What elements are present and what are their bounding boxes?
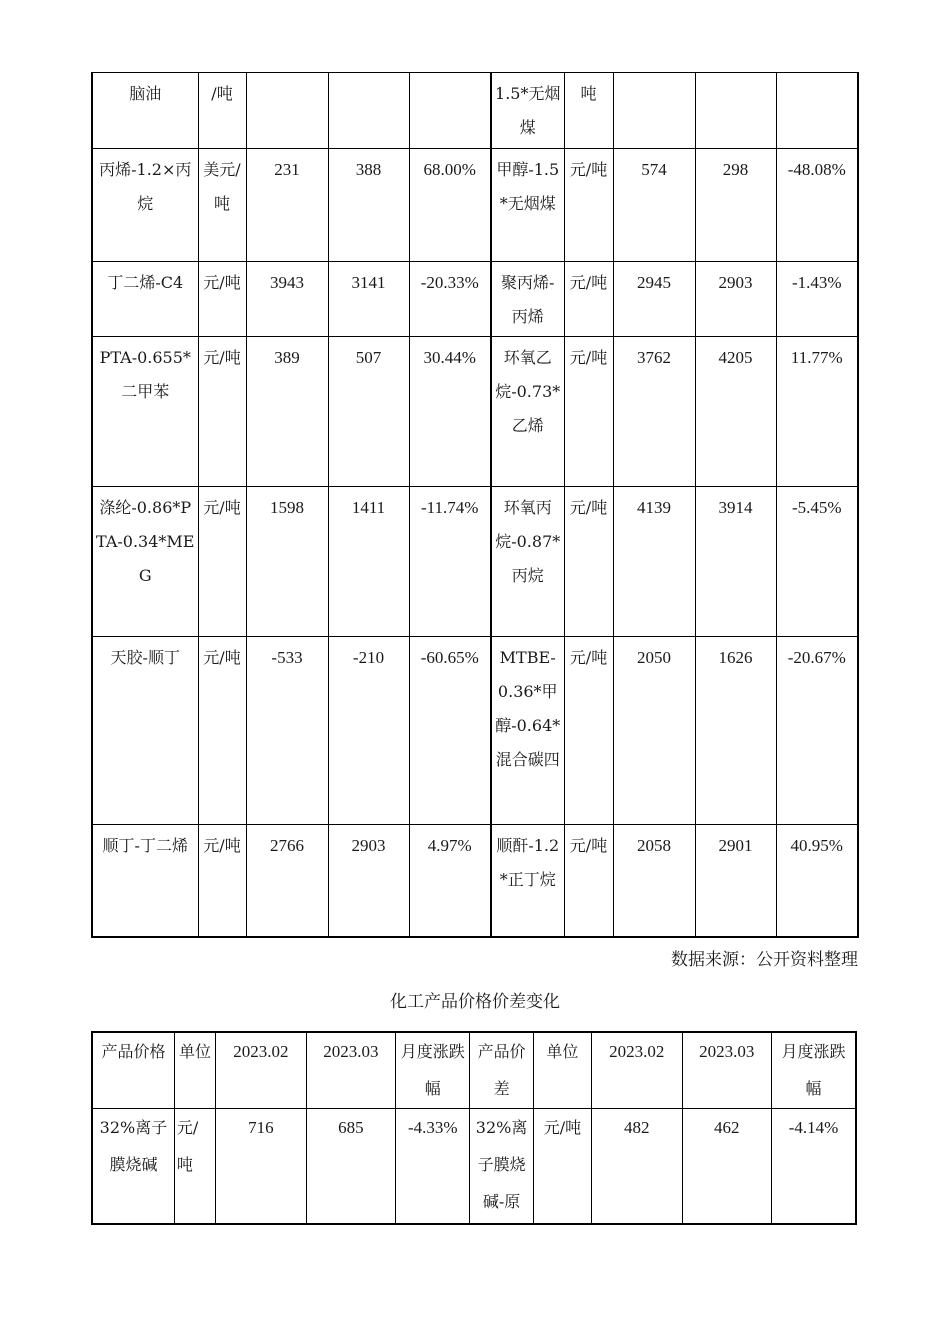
product-b-unit: 元/吨 xyxy=(564,337,613,487)
product-b-change xyxy=(776,73,858,149)
column-header: 月度涨跌幅 xyxy=(396,1032,470,1108)
product-a-unit: 元/吨 xyxy=(198,487,246,637)
product-b-change: 11.77% xyxy=(776,337,858,487)
product-a-unit: 元/吨 xyxy=(198,337,246,487)
table-row xyxy=(92,262,858,337)
product-a-value-2 xyxy=(328,73,409,149)
product-a-unit: 元/吨 xyxy=(198,825,246,937)
product-a-name: 天胶-顺丁 xyxy=(92,637,198,825)
product-b-name: 1.5*无烟煤 xyxy=(491,73,564,149)
product-b-unit: 元/吨 xyxy=(564,637,613,825)
product-b-value-2: 4205 xyxy=(695,337,776,487)
product-b-unit: 元/吨 xyxy=(564,262,613,337)
product-b-unit: 元/吨 xyxy=(564,487,613,637)
product-a-value-2: 1411 xyxy=(328,487,409,637)
column-header: 单位 xyxy=(533,1032,591,1108)
product-b-unit: 元/吨 xyxy=(564,149,613,262)
product-b-unit: 元/吨 xyxy=(533,1108,591,1224)
product-b-value-2: 3914 xyxy=(695,487,776,637)
column-header: 月度涨跌幅 xyxy=(771,1032,856,1108)
product-a-change: -60.65% xyxy=(409,637,491,825)
product-b-value-2 xyxy=(695,73,776,149)
product-b-value-1: 2050 xyxy=(613,637,695,825)
product-a-value-2: 685 xyxy=(306,1108,395,1224)
product-b-change: -48.08% xyxy=(776,149,858,262)
product-b-name: MTBE-0.36*甲醇-0.64*混合碳四 xyxy=(491,637,564,825)
product-a-change: 30.44% xyxy=(409,337,491,487)
column-header: 2023.03 xyxy=(682,1032,771,1108)
product-a-value-1 xyxy=(246,73,328,149)
data-source-note: 数据来源：公开资料整理 xyxy=(671,950,858,970)
product-b-change: -1.43% xyxy=(776,262,858,337)
product-a-value-2: -210 xyxy=(328,637,409,825)
product-a-name: 顺丁-丁二烯 xyxy=(92,825,198,937)
product-a-value-2: 2903 xyxy=(328,825,409,937)
product-b-name: 环氧丙烷-0.87*丙烷 xyxy=(491,487,564,637)
product-a-unit: 元/吨 xyxy=(198,637,246,825)
product-b-value-1: 2058 xyxy=(613,825,695,937)
product-b-change: -20.67% xyxy=(776,637,858,825)
product-a-value-1: 2766 xyxy=(246,825,328,937)
product-b-value-2: 298 xyxy=(695,149,776,262)
column-header: 2023.03 xyxy=(306,1032,395,1108)
product-b-value-1: 482 xyxy=(592,1108,682,1224)
product-a-value-2: 388 xyxy=(328,149,409,262)
product-a-unit: 元/吨 xyxy=(198,262,246,337)
product-a-name: PTA-0.655*二甲苯 xyxy=(92,337,198,487)
product-b-name: 聚丙烯-丙烯 xyxy=(491,262,564,337)
product-a-value-1: 716 xyxy=(216,1108,306,1224)
product-b-value-2: 1626 xyxy=(695,637,776,825)
product-a-unit: /吨 xyxy=(198,73,246,149)
table-row xyxy=(92,337,858,487)
product-b-name: 甲醇-1.5*无烟煤 xyxy=(491,149,564,262)
product-a-value-1: -533 xyxy=(246,637,328,825)
product-a-value-1: 3943 xyxy=(246,262,328,337)
product-b-value-2: 2901 xyxy=(695,825,776,937)
product-b-name: 32%离子膜烧碱-原 xyxy=(470,1108,533,1224)
product-a-change xyxy=(409,73,491,149)
product-b-change: 40.95% xyxy=(776,825,858,937)
product-a-change: -11.74% xyxy=(409,487,491,637)
header-row xyxy=(92,1032,856,1108)
table-title: 化工产品价格价差变化 xyxy=(390,992,560,1012)
product-a-unit: 元/吨 xyxy=(174,1108,215,1224)
product-a-name: 涤纶-0.86*PTA-0.34*MEG xyxy=(92,487,198,637)
table-row xyxy=(92,73,858,149)
product-a-value-2: 507 xyxy=(328,337,409,487)
product-a-unit: 美元/吨 xyxy=(198,149,246,262)
price-spread-table xyxy=(91,72,859,938)
product-a-name: 脑油 xyxy=(92,73,198,149)
table-row xyxy=(92,487,858,637)
table-row xyxy=(92,825,858,937)
product-a-change: -20.33% xyxy=(409,262,491,337)
product-a-value-1: 1598 xyxy=(246,487,328,637)
product-a-name: 丁二烯-C4 xyxy=(92,262,198,337)
product-a-change: -4.33% xyxy=(396,1108,470,1224)
product-b-unit: 元/吨 xyxy=(564,825,613,937)
price-change-table xyxy=(91,1031,857,1225)
product-b-unit: 吨 xyxy=(564,73,613,149)
column-header: 2023.02 xyxy=(216,1032,306,1108)
column-header: 2023.02 xyxy=(592,1032,682,1108)
product-b-name: 顺酐-1.2*正丁烷 xyxy=(491,825,564,937)
product-a-value-1: 389 xyxy=(246,337,328,487)
product-b-value-1 xyxy=(613,73,695,149)
product-b-value-2: 2903 xyxy=(695,262,776,337)
product-b-value-1: 3762 xyxy=(613,337,695,487)
product-a-name: 丙烯-1.2×丙烷 xyxy=(92,149,198,262)
column-header: 产品价差 xyxy=(470,1032,533,1108)
product-a-value-1: 231 xyxy=(246,149,328,262)
product-a-change: 68.00% xyxy=(409,149,491,262)
table-row xyxy=(92,637,858,825)
product-b-value-1: 574 xyxy=(613,149,695,262)
product-b-value-1: 4139 xyxy=(613,487,695,637)
table-row xyxy=(92,149,858,262)
product-a-value-2: 3141 xyxy=(328,262,409,337)
product-b-change: -5.45% xyxy=(776,487,858,637)
column-header: 产品价格 xyxy=(92,1032,174,1108)
product-b-value-1: 2945 xyxy=(613,262,695,337)
product-a-name: 32%离子膜烧碱 xyxy=(92,1108,174,1224)
product-b-name: 环氧乙烷-0.73*乙烯 xyxy=(491,337,564,487)
column-header: 单位 xyxy=(174,1032,215,1108)
product-b-value-2: 462 xyxy=(682,1108,771,1224)
table-row xyxy=(92,1108,856,1224)
product-a-change: 4.97% xyxy=(409,825,491,937)
product-b-change: -4.14% xyxy=(771,1108,856,1224)
